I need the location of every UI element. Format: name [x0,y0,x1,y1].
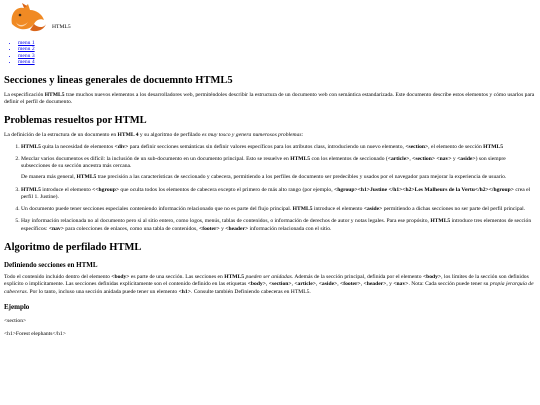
text-bold: <footer> [340,281,361,288]
page [4,0,536,345]
text: permitiendo a dichas secciones no ser parte del perfil principal. [382,206,526,213]
section-paragraph [4,132,536,139]
text: es parte de una sección. Las secciones en [129,274,225,281]
text-italic: propia jerarquía de cabeceras [4,281,534,295]
text: quita la necesidad de elementos [40,143,115,150]
text-bold: <footer> [199,225,220,232]
text: , [265,281,269,288]
text: , [315,281,319,288]
text: : [301,132,304,139]
text-bold: HTML5 [44,91,65,98]
text-bold: <div> [114,143,129,150]
menu-link-1[interactable]: menu 1 [18,40,35,46]
text-bold: HTML5 [483,143,504,150]
text-bold: <header> [363,281,387,288]
text-bold: <nav> [436,155,452,162]
text-bold: <header> [225,225,249,232]
text: . Además de la sección principal, definida por el elemento [291,274,423,281]
text-bold: <aside> [363,206,383,213]
text-bold: <body> [422,274,442,281]
list-item [21,144,536,151]
text: . Por lo tanto, incluso una sección anidada puede tener un elemento [26,288,179,295]
example-heading: Ejemplo [4,302,30,311]
section-heading: Algoritmo de perfilado HTML [4,242,142,253]
text-bold: <body> [111,274,130,281]
text-bold: <nav> [48,225,64,232]
code-line: <section> [4,318,27,325]
text-bold: <<hgroup> [92,186,120,193]
problems-list [4,144,536,233]
site-title: HTML5 [52,24,71,30]
text-bold: <aside> [457,155,476,162]
section-paragraph [4,274,536,296]
list-item [21,206,536,213]
text: que oculta todos los elementos de cabecera excepto el primero de más alto rango (por ejemplo, [119,186,335,193]
text: , los límites de la sección son definidos explícito o implícitamente. Las secciones definidas explícitamente son el contenido definido en las etiquetas [4,274,529,288]
text: introduce el elemento [312,206,364,213]
text: , [337,281,341,288]
logo-fox-icon [6,2,48,34]
text: De manera más general, [21,174,77,181]
text-bold: HTML5 [430,218,451,225]
subsection-heading: Definiendo secciones en HTML [4,261,98,270]
text-bold: HTML5 [292,206,313,213]
text-bold: <aside> [318,281,338,288]
text: para definir secciones semánticas sin definir valores específicos para los atributos class, introduciendo un nuevo elemento, [128,143,406,150]
text: Todo el contenido incluido dentro del elemento [4,274,112,281]
header [4,0,536,34]
text: Hay información relacionada no al documento pero si al sitio entero, como logos, menús, tablas de contenidos, o información de derechos de autor y notas legales. Para ese propósito, [21,218,431,225]
menu-item [18,59,536,65]
text-bold: <body> [247,281,266,288]
text-bold: HTML5 [21,143,41,150]
text: para colecciones de enlaces, como una tabla de contenidos, [63,225,200,232]
text: , y [386,281,394,288]
section-heading: Problemas resueltos por HTML [4,115,147,127]
menu-link-4[interactable]: menu 4 [18,59,35,66]
code-line: <h1>Forest elephants</h1> [4,331,66,338]
text-bold: HTML5 [224,274,245,281]
text-italic: pueden ser anidadas [245,274,292,281]
list-item [21,187,536,202]
text-bold: <hgroup><h1>Justine </h1><h2>Les Malheurs de la Vertu</h2></hgroup> [334,186,514,193]
text-bold: <h1> [178,288,191,295]
text: información relacionada con el sitio. [248,225,332,232]
list-item [21,156,536,182]
text-bold: <article> [294,281,316,288]
text-bold: HTML 4 [117,132,139,139]
text: crea el perfil 1. Justine). [21,186,531,200]
section-paragraph [4,92,536,107]
text: introduce tres elementos de sección específicos: [21,218,532,232]
text-bold: <article> [387,155,410,162]
menu-link-2[interactable]: menu 2 [18,46,35,53]
text: introduce el elemento [40,186,93,193]
text: trae precisión a las características de seccionado y cabecera, permitiendo a los perfiles de documento ser predecibles y usados por el navegador para mejorar la experiencia de usuario. [96,174,507,181]
text: con los elementos de seccionado ( [310,155,388,162]
text: . Nota: Cada sección puede tener su [408,281,490,288]
text-bold: <nav> [393,281,409,288]
text: ) son siempre subsecciones de su sección ancestra más cercana. [21,155,506,170]
text: , el elemento de sección [428,143,484,150]
main-menu [4,40,536,66]
list-item [21,218,536,233]
text: , [409,155,413,162]
text: y su algoritmo de perfilado [138,132,202,139]
list-item-paragraph [21,174,536,181]
menu-link-3[interactable]: menu 3 [18,52,35,59]
text-bold: <section> [412,155,436,162]
text-italic: es muy tosco y genera numerosos problemas [201,132,302,139]
text: Mezclar varios documentos es difícil: la inclusión de un sub-documento en un documento principal. Esto se resuelve en [21,155,291,162]
text-bold: HTML5 [21,186,41,193]
text: Un documento puede tener secciones especiales conteniendo información relacionado que no es parte del flujo principal. [21,206,293,213]
text-bold: HTML5 [76,174,97,181]
text: La especificación [4,91,45,98]
text: La definición de la estructura de un documento en [4,132,118,139]
text: y [451,155,458,162]
text: trae muchos nuevos elementos a los desarrolladores web, permiténdoles describir la estructura de un documento web con semántica estandarizada. Este documento describe estos elementos y cómo usarlos para definir el perfil de documento. [4,91,535,106]
text: . Consulte también Definiendo cabeceras en HTML5. [190,288,311,295]
text-bold: <section> [268,281,292,288]
text: y [219,225,226,232]
text-bold: <section> [405,143,429,150]
text: , [291,281,295,288]
section-heading: Secciones y lineas generales de docuemnto HTML5 [4,74,233,86]
text: , [360,281,364,288]
text-bold: HTML5 [290,155,311,162]
